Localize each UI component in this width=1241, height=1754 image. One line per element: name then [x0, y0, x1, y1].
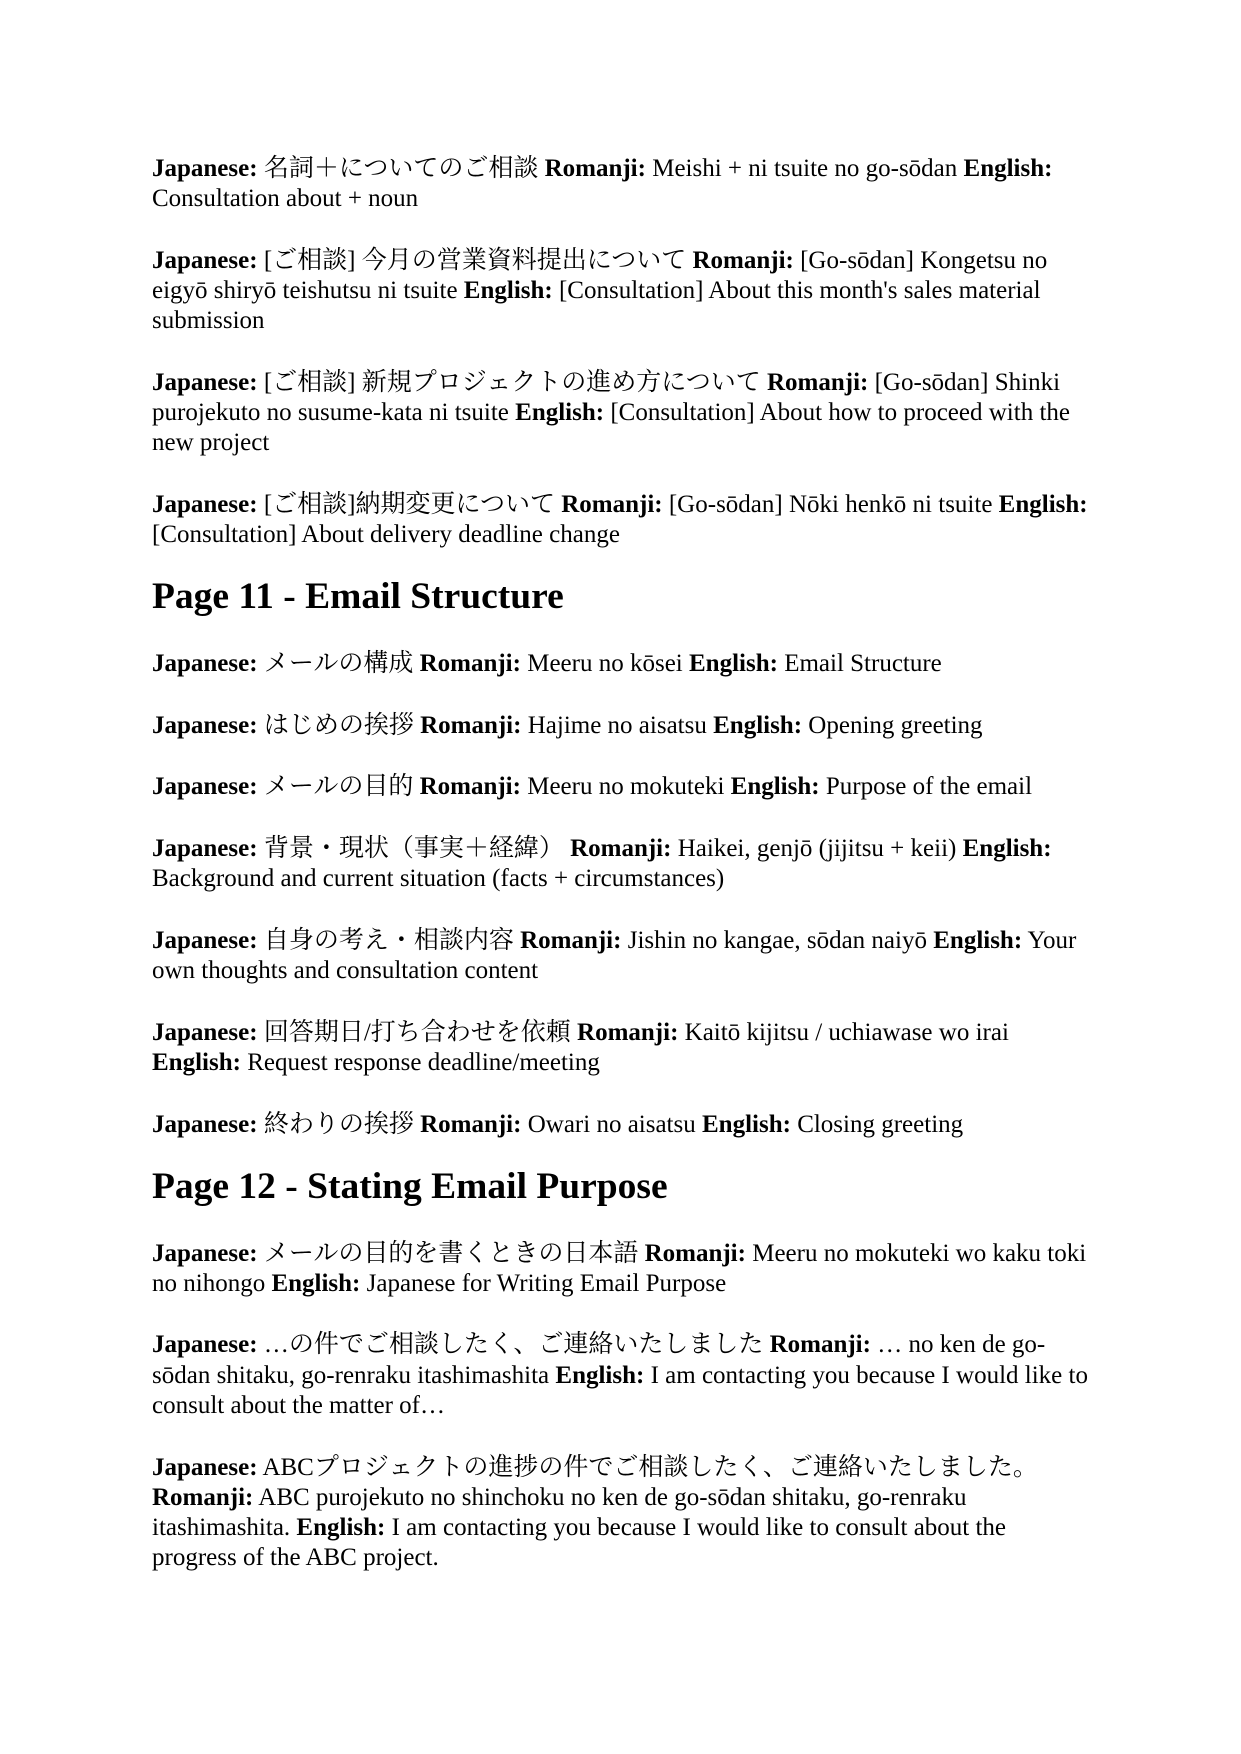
english-label: English: [296, 1513, 386, 1541]
vocab-entry [152, 1110, 1096, 1140]
romanji-text: ABC purojekuto no shinchoku no ken de go-sōdan shitaku, go-renraku itashimashita. [152, 1483, 967, 1541]
japanese-text: 回答期日/打ち合わせを依頼 [263, 1018, 571, 1046]
romanji-label: Romanji: [644, 1239, 746, 1267]
english-text: [Consultation] About delivery deadline change [152, 521, 620, 549]
romanji-text: Jishin no kangae, sōdan naiyō [627, 927, 927, 955]
romanji-text: [Go-sōdan] Shinki purojekuto no susume-kata ni tsuite [152, 369, 1061, 427]
english-text: Opening greeting [808, 711, 983, 739]
japanese-label: Japanese: [152, 1331, 258, 1359]
english-label: English: [271, 1269, 361, 1297]
romanji-text: [Go-sōdan] Kongetsu no eigyō shiryō teishutsu ni tsuite [152, 246, 1048, 305]
vocab-entry [152, 368, 1096, 459]
page-content [152, 154, 1096, 1605]
english-label: English: [152, 1049, 241, 1077]
japanese-label: Japanese: [152, 711, 258, 739]
english-label: English: [555, 1361, 645, 1389]
vocab-entry [152, 772, 1096, 802]
japanese-label: Japanese: [152, 773, 258, 801]
romanji-label: Romanji: [769, 1331, 871, 1359]
vocab-entry [152, 711, 1096, 741]
japanese-label: Japanese: [152, 1453, 258, 1481]
japanese-text: [ご相談] 今月の営業資料提出について [263, 246, 687, 274]
english-label: English: [730, 773, 820, 801]
japanese-text: はじめの挨拶 [263, 711, 414, 739]
vocab-entry [152, 1018, 1096, 1078]
japanese-text: …の件でご相談したく、ご連絡いたしました [263, 1331, 764, 1359]
japanese-label: Japanese: [152, 155, 258, 182]
romanji-text: Hajime no aisatsu [527, 711, 707, 739]
english-text: [Consultation] About how to proceed with the new project [152, 399, 1070, 457]
english-text: Closing greeting [797, 1110, 964, 1138]
japanese-label: Japanese: [152, 246, 258, 274]
romanji-text: Meeru no kōsei [527, 650, 683, 678]
japanese-text: メールの目的 [263, 773, 414, 801]
romanji-label: Romanji: [520, 927, 622, 955]
english-label: English: [933, 927, 1023, 955]
japanese-text: メールの構成 [263, 650, 414, 678]
romanji-text: Meeru no mokuteki [527, 773, 725, 801]
japanese-text: [ご相談] 新規プロジェクトの進め方について [263, 369, 761, 397]
japanese-text: 自身の考え・相談内容 [263, 927, 514, 955]
english-label: English: [515, 399, 605, 427]
english-text: Consultation about + noun [152, 185, 419, 213]
english-label: English: [702, 1110, 791, 1138]
romanji-label: Romanji: [419, 773, 521, 801]
japanese-label: Japanese: [152, 491, 258, 519]
romanji-text: Meeru no mokuteki wo kaku toki no nihongo [152, 1239, 1087, 1297]
japanese-label: Japanese: [152, 1239, 258, 1267]
romanji-text: Owari no aisatsu [527, 1110, 696, 1138]
vocab-entry [152, 926, 1096, 986]
english-text: Purpose of the email [825, 773, 1033, 801]
romanji-text: … no ken de go-sōdan shitaku, go-renraku itashimashita [152, 1331, 1046, 1389]
english-text: Email Structure [784, 650, 942, 678]
japanese-label: Japanese: [152, 835, 258, 863]
english-text: I am contacting you because I would like to consult about the progress of the ABC project. [152, 1513, 1007, 1572]
english-text: Request response deadline/meeting [247, 1049, 600, 1077]
vocab-entry [152, 490, 1096, 550]
romanji-label: Romanji: [570, 835, 672, 863]
english-label: English: [998, 491, 1088, 519]
english-label: English: [962, 835, 1052, 863]
english-label: English: [463, 277, 553, 305]
english-label: English: [713, 711, 803, 739]
japanese-label: Japanese: [152, 1110, 258, 1138]
japanese-label: Japanese: [152, 927, 258, 955]
japanese-text: 名詞＋についてのご相談 [263, 155, 539, 182]
japanese-text: [ご相談]納期変更について [263, 491, 555, 519]
romanji-text: [Go-sōdan] Nōki henkō ni tsuite [668, 491, 993, 519]
english-text: I am contacting you because I would like to consult about the matter of… [152, 1361, 1088, 1419]
japanese-text: ABCプロジェクトの進捗の件でご相談したく、ご連絡いたしました。 [262, 1453, 1038, 1481]
romanji-label: Romanji: [420, 1110, 522, 1138]
english-label: English: [963, 155, 1053, 182]
romanji-label: Romanji: [692, 246, 794, 274]
romanji-label: Romanji: [420, 711, 522, 739]
japanese-text: 終わりの挨拶 [263, 1110, 414, 1138]
vocab-entry [152, 1453, 1096, 1574]
english-text: [Consultation] About this month's sales material submission [152, 277, 1041, 335]
romanji-text: Meishi + ni tsuite no go-sōdan [652, 155, 958, 182]
romanji-label: Romanji: [561, 491, 663, 519]
romanji-label: Romanji: [577, 1018, 679, 1046]
romanji-label: Romanji: [419, 650, 521, 678]
vocab-entry [152, 834, 1096, 894]
section-heading: Page 11 - Email Structure [152, 576, 564, 618]
japanese-label: Japanese: [152, 369, 258, 397]
japanese-text: 背景・現状（事実＋経緯） [263, 835, 564, 863]
vocab-entry [152, 1330, 1096, 1421]
romanji-text: Kaitō kijitsu / uchiawase wo irai [684, 1018, 1009, 1046]
romanji-label: Romanji: [152, 1483, 254, 1511]
english-label: English: [689, 650, 778, 678]
japanese-text: メールの目的を書くときの日本語 [263, 1239, 639, 1267]
english-text: Japanese for Writing Email Purpose [366, 1269, 727, 1297]
section-heading: Page 12 - Stating Email Purpose [152, 1165, 668, 1207]
romanji-label: Romanji: [544, 155, 646, 182]
vocab-entry [152, 1239, 1096, 1299]
vocab-entry [152, 649, 1096, 679]
japanese-label: Japanese: [152, 650, 258, 678]
english-text: Background and current situation (facts + circumstances) [152, 865, 725, 893]
vocab-entry [152, 154, 1096, 214]
vocab-entry [152, 246, 1096, 337]
romanji-label: Romanji: [766, 369, 869, 397]
japanese-label: Japanese: [152, 1018, 258, 1046]
romanji-text: Haikei, genjō (jijitsu + keii) [677, 835, 957, 863]
english-text: Your own thoughts and consultation content [152, 927, 1077, 985]
